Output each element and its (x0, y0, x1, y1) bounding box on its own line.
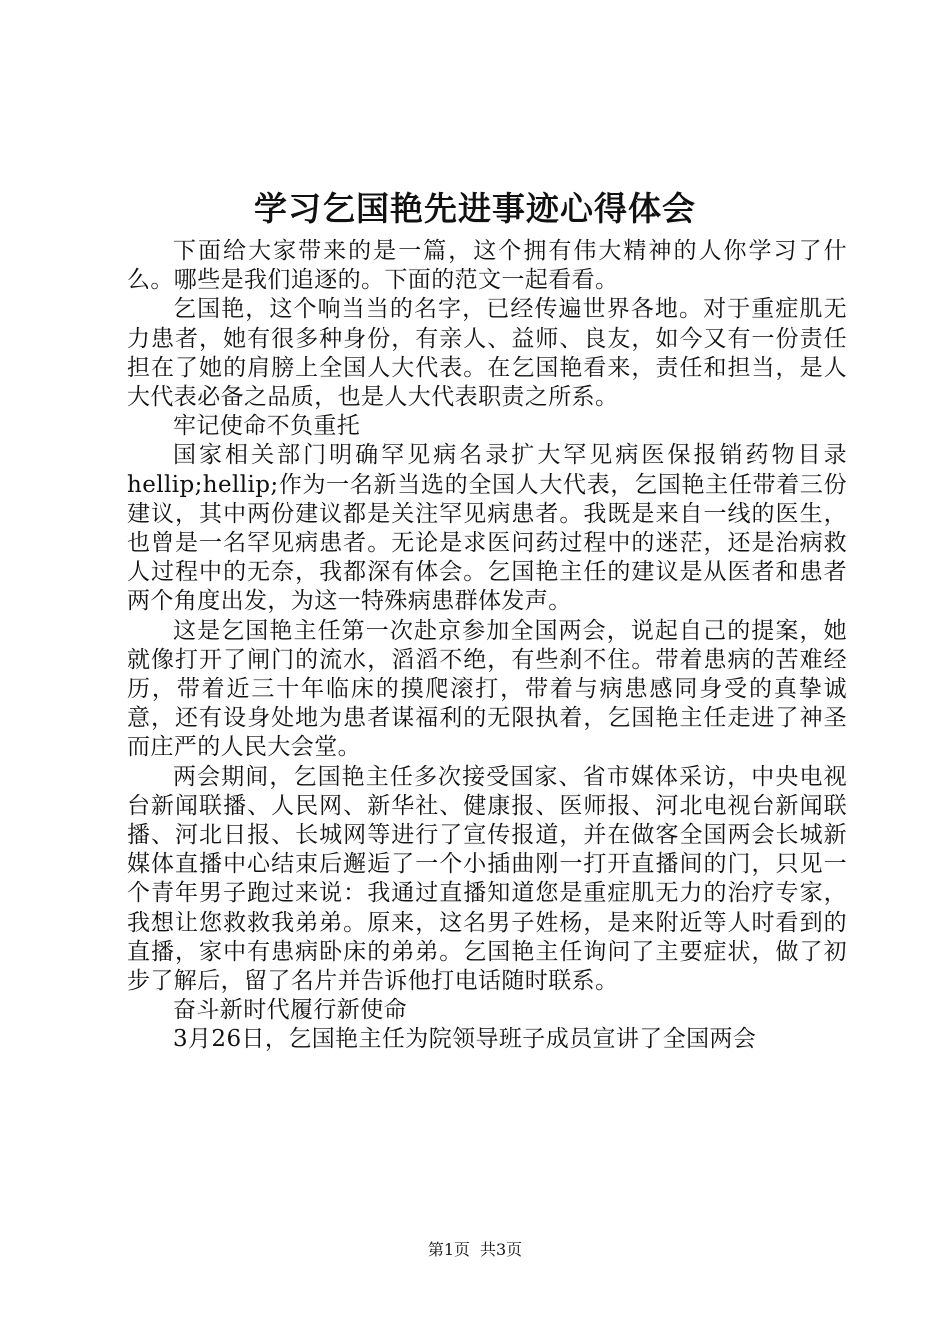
paragraph-proposals: 国家相关部门明确罕见病名录扩大罕见病医保报销药物目录hellip;hellip;作为一名新当选的全国人大代表，乞国艳主任带着三份建议，其中两份建议都是关注罕见病患者。我既是来自一线的医生，也曾是一名罕见病患者。无论是求医问药过程中的迷茫，还是治病救人过程中的无奈，我都深有体会。乞国艳主任的建议是从医者和患者两个角度出发，为这一特殊病患群体发声。 (127, 442, 847, 615)
page-total: 共3页 (480, 1240, 523, 1259)
page-number: 第1页 (427, 1240, 470, 1259)
section-heading-mission: 牢记使命不负重托 (173, 413, 361, 440)
document-title: 学习乞国艳先进事迹心得体会 (254, 189, 696, 228)
document-body (127, 237, 847, 1055)
paragraph-march-26: 3月26日，乞国艳主任为院领导班子成员宣讲了全国两会 (173, 1026, 757, 1053)
paragraph-intro: 下面给大家带来的是一篇，这个拥有伟大精神的人你学习了什么。哪些是我们追逐的。下面的范文一起看看。 (127, 238, 847, 294)
paragraph-profile: 乞国艳，这个响当当的名字，已经传遍世界各地。对于重症肌无力患者，她有很多种身份，有亲人、益师、良友，如今又有一份责任担在了她的肩膀上全国人大代表。在乞国艳看来，责任和担当，是人大代表必备之品质，也是人大代表职责之所系。 (127, 296, 847, 411)
page-footer (0, 1239, 950, 1261)
paragraph-media: 两会期间，乞国艳主任多次接受国家、省市媒体采访，中央电视台新闻联播、人民网、新华社、健康报、医师报、河北电视台新闻联播、河北日报、长城网等进行了宣传报道，并在做客全国两会长城新媒体直播中心结束后邂逅了一个小插曲刚一打开直播间的门，只见一个青年男子跑过来说：我通过直播知道您是重症肌无力的治疗专家，我想让您救救我弟弟。原来，这名男子姓杨，是来附近等人时看到的直播，家中有患病卧床的弟弟。乞国艳主任询问了主要症状，做了初步了解后，留了名片并告诉他打电话随时联系。 (127, 763, 847, 995)
section-heading-new-era: 奋斗新时代履行新使命 (173, 997, 407, 1024)
paragraph-first-session: 这是乞国艳主任第一次赴京参加全国两会，说起自己的提案，她就像打开了闸门的流水，滔滔不绝，有些刹不住。带着患病的苦难经历，带着近三十年临床的摸爬滚打，带着与病患感同身受的真挚诚意，还有设身处地为患者谋福利的无限执着，乞国艳主任走进了神圣而庄严的人民大会堂。 (127, 617, 847, 761)
